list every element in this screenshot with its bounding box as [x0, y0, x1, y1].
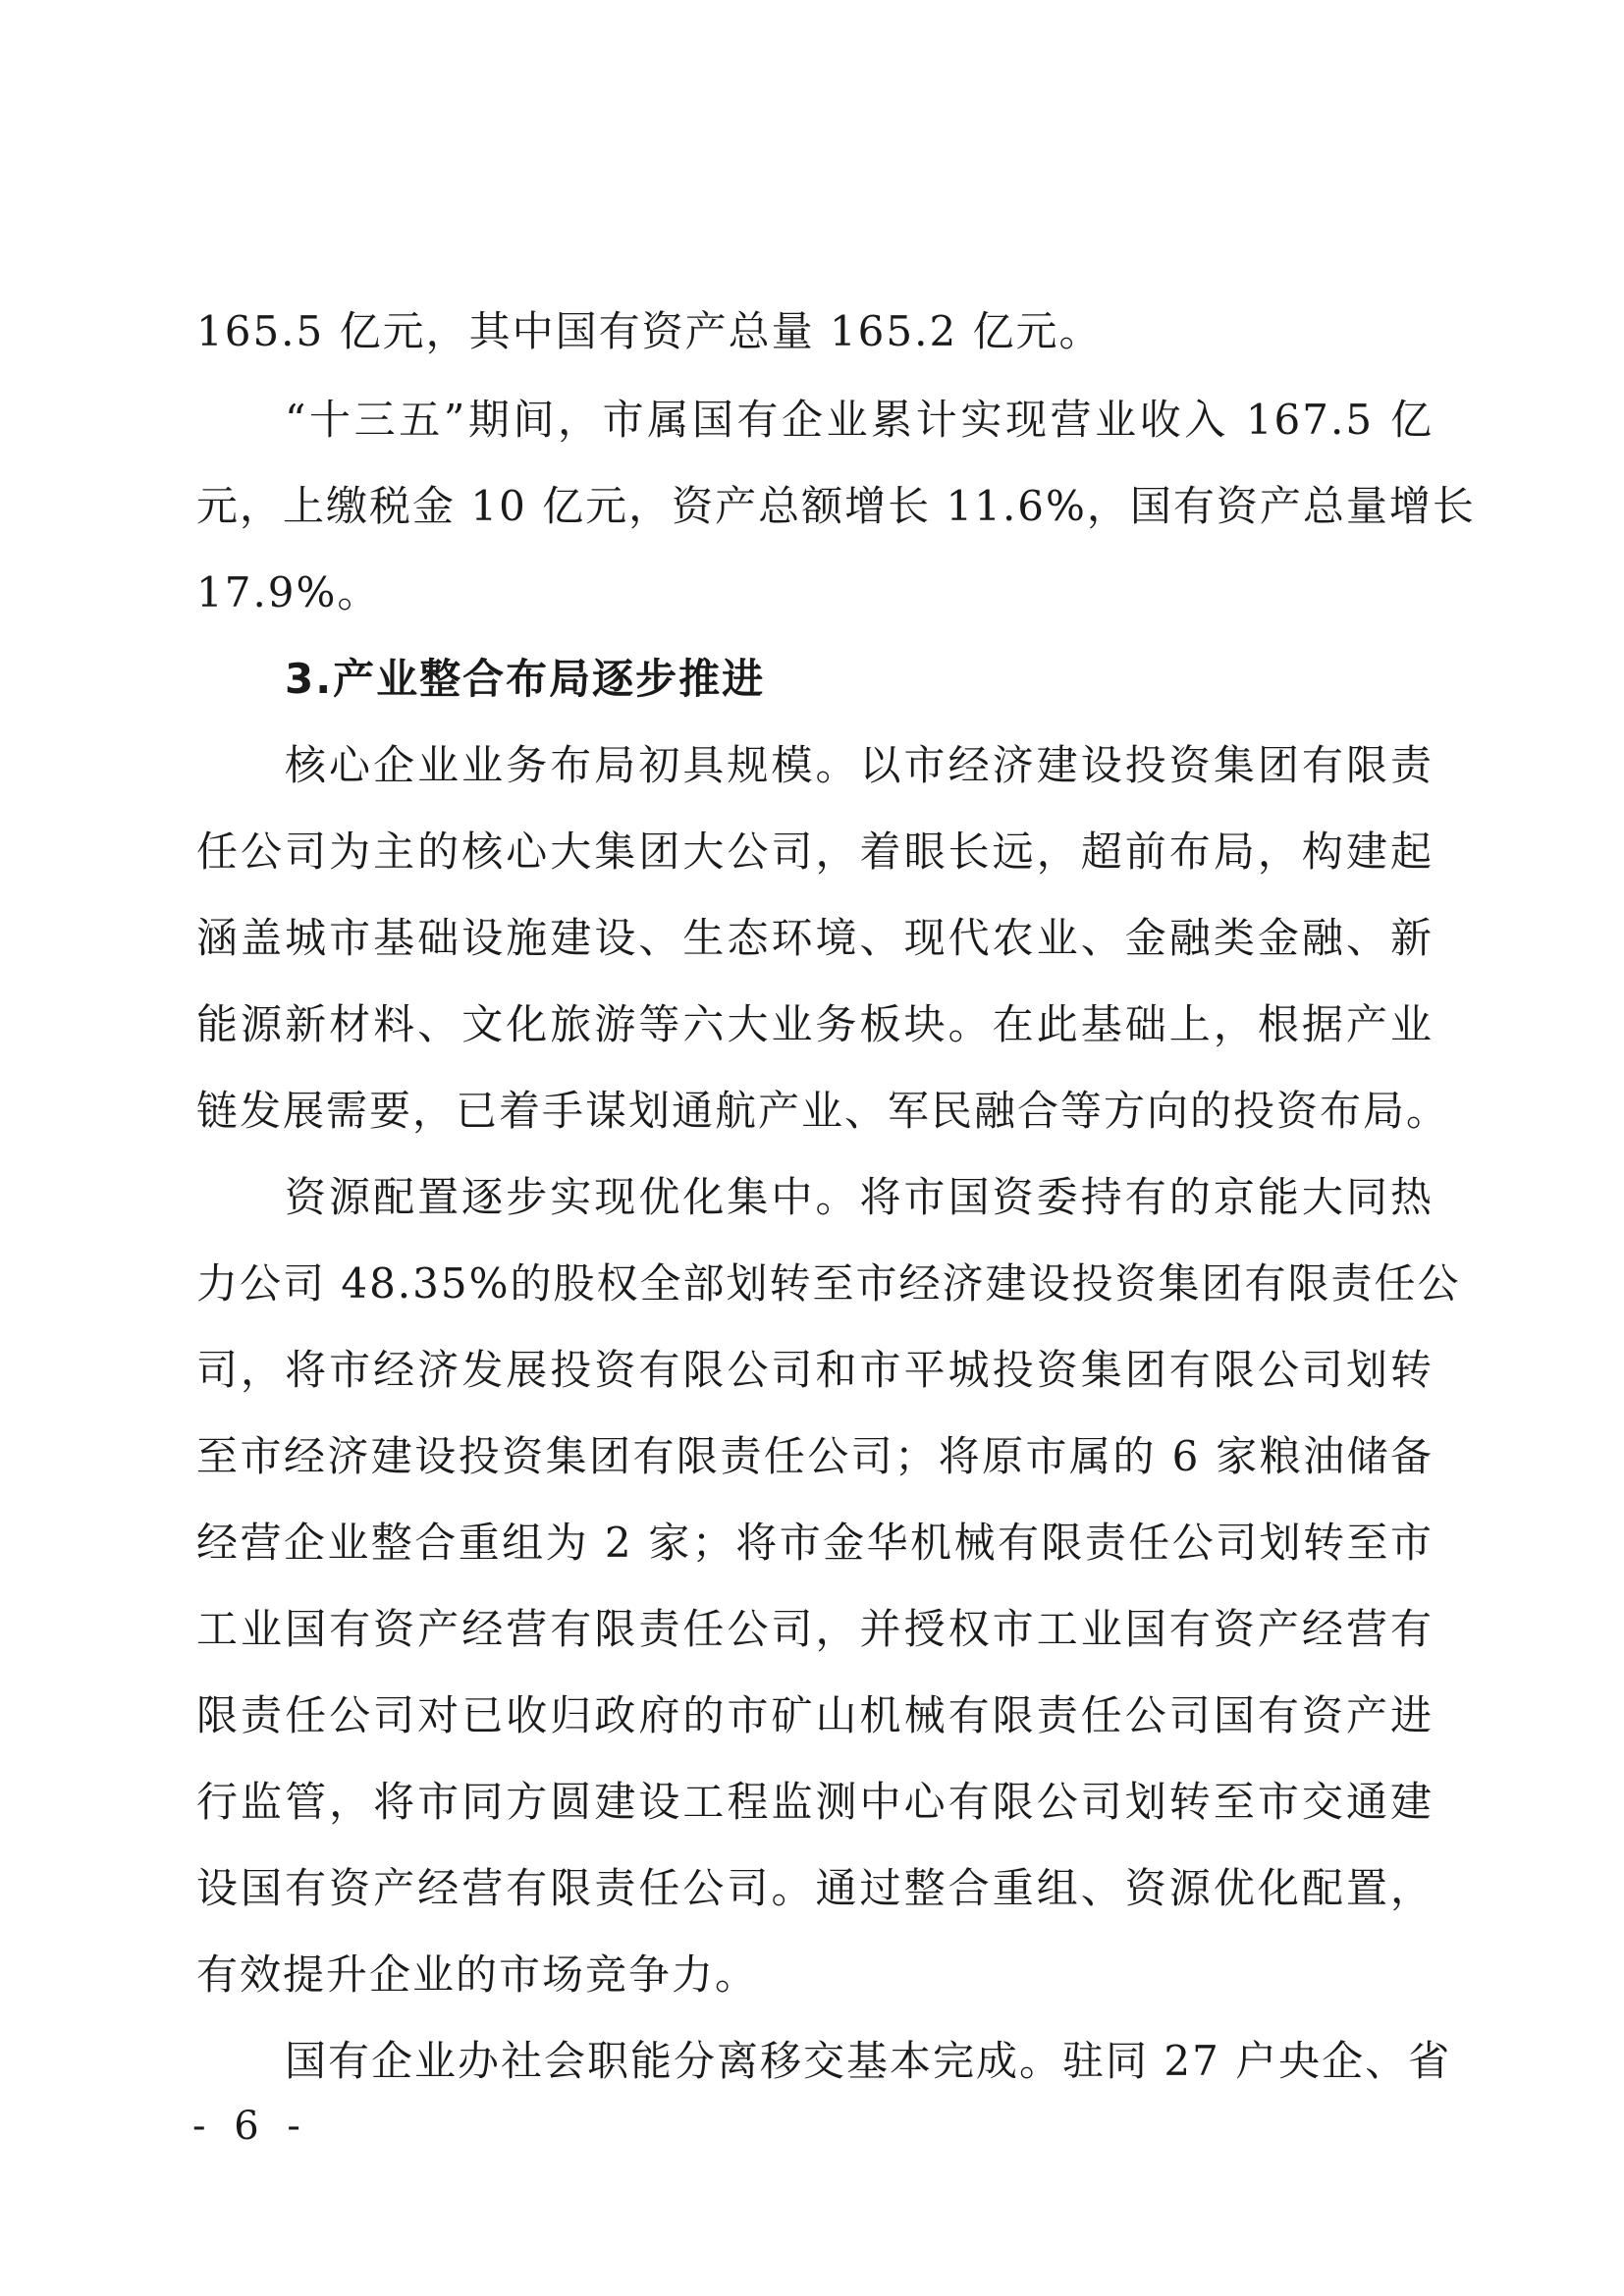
text-line: 任公司为主的核心大集团大公司，着眼长远，超前布局，构建起 — [196, 828, 1434, 876]
text-line: 经营企业整合重组为 2 家；将市金华机械有限责任公司划转至市 — [196, 1519, 1434, 1567]
text-line: 有效提升企业的市场竞争力。 — [196, 1950, 759, 1999]
text-line: 限责任公司对已收归政府的市矿山机械有限责任公司国有资产进 — [196, 1691, 1434, 1739]
section-heading: 3.产业整合布局逐步推进 — [285, 655, 766, 703]
text-line: 工业国有资产经营有限责任公司，并授权市工业国有资产经营有 — [196, 1605, 1434, 1653]
page-number: - 6 - — [192, 2104, 308, 2149]
text-line: 国有企业办社会职能分离移交基本完成。驻同 27 户央企、省 — [285, 2037, 1452, 2085]
text-line: 至市经济建设投资集团有限责任公司；将原市属的 6 家粮油储备 — [196, 1432, 1434, 1480]
text-line: 能源新材料、文化旅游等六大业务板块。在此基础上，根据产业 — [196, 1000, 1434, 1048]
text-line: 行监管，将市同方圆建设工程监测中心有限公司划转至市交通建 — [196, 1778, 1434, 1826]
text-line: “十三五”期间，市属国有企业累计实现营业收入 167.5 亿 — [285, 396, 1434, 444]
text-line: 司，将市经济发展投资有限公司和市平城投资集团有限公司划转 — [196, 1346, 1434, 1394]
text-line: 165.5 亿元，其中国有资产总量 165.2 亿元。 — [196, 307, 1103, 355]
text-line: 核心企业业务布局初具规模。以市经济建设投资集团有限责 — [285, 741, 1434, 789]
text-line: 17.9%。 — [196, 568, 381, 616]
text-line: 链发展需要，已着手谋划通航产业、军民融合等方向的投资布局。 — [196, 1087, 1450, 1135]
text-line: 资源配置逐步实现优化集中。将市国资委持有的京能大同热 — [285, 1173, 1434, 1221]
text-line: 力公司 48.35%的股权全部划转至市经济建设投资集团有限责任公 — [196, 1259, 1461, 1308]
text-line: 设国有资产经营有限责任公司。通过整合重组、资源优化配置， — [196, 1864, 1434, 1912]
text-line: 元，上缴税金 10 亿元，资产总额增长 11.6%，国有资产总量增长 — [196, 482, 1476, 530]
text-line: 涵盖城市基础设施建设、生态环境、现代农业、金融类金融、新 — [196, 914, 1434, 962]
